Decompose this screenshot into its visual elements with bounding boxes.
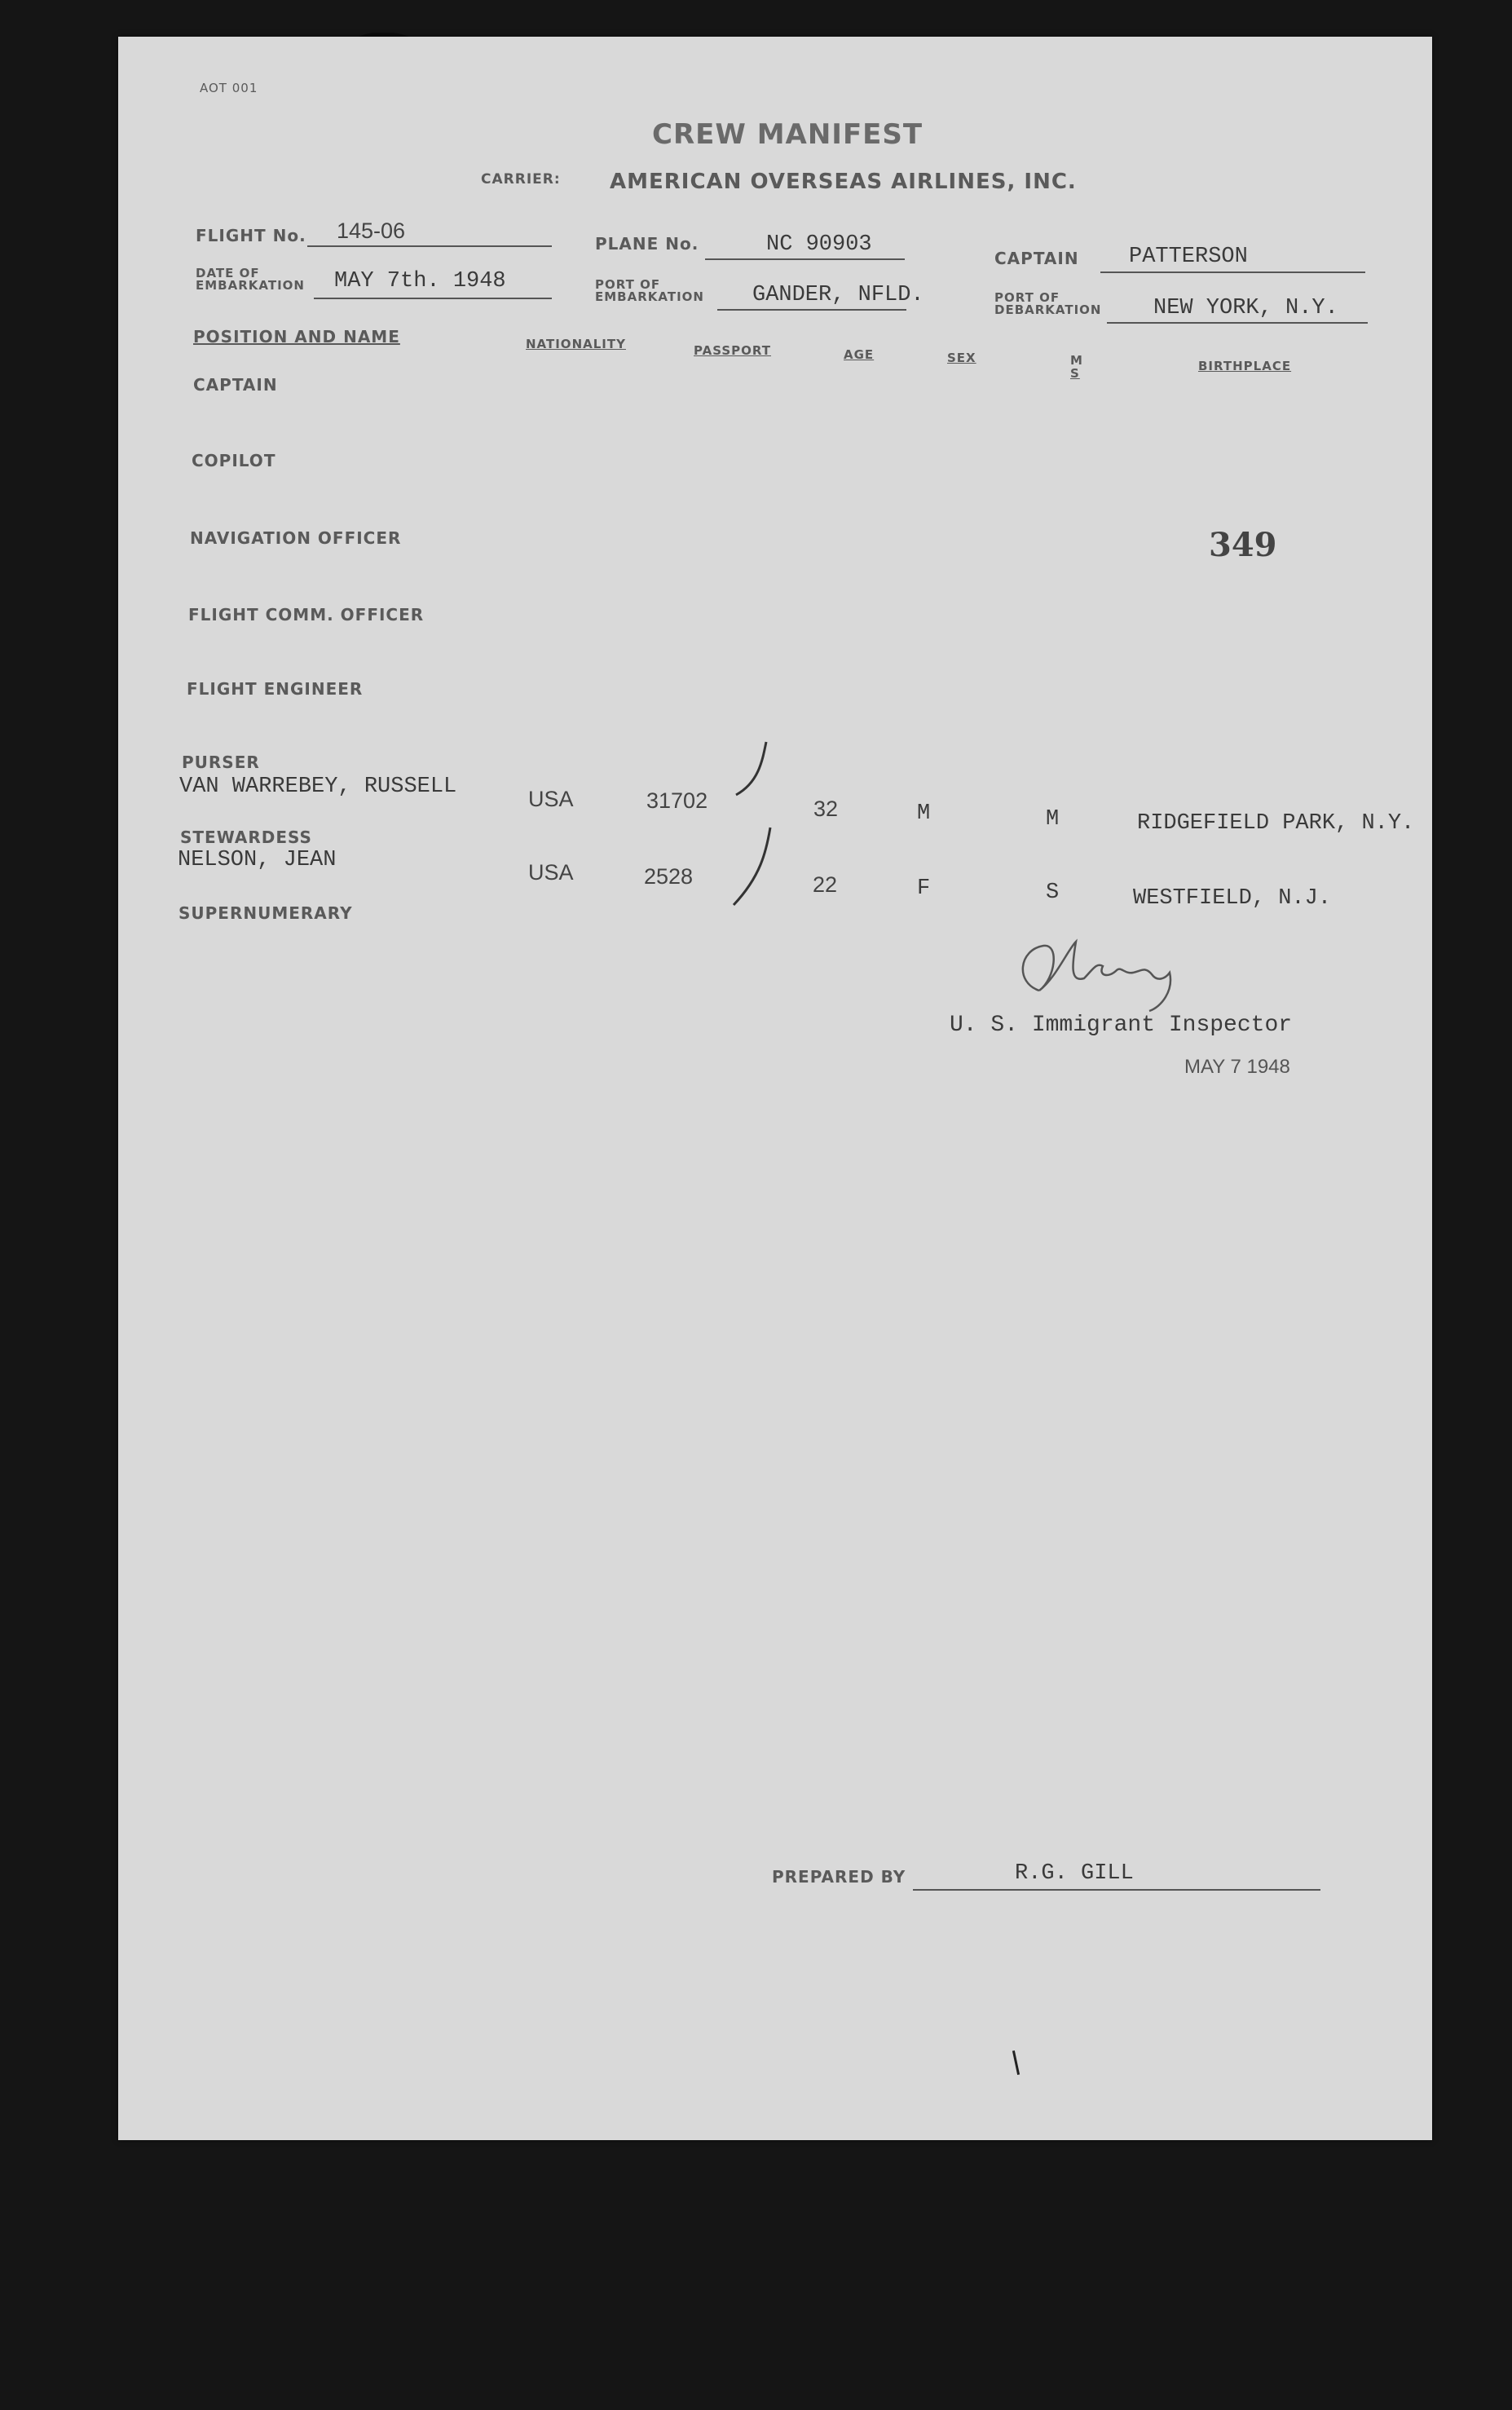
document-title: CREW MANIFEST	[652, 118, 924, 151]
flight-no-line	[307, 245, 552, 247]
plane-no-line	[705, 258, 905, 260]
carrier-value: AMERICAN OVERSEAS AIRLINES, INC.	[610, 170, 1077, 194]
inspector-stamp-date: MAY 7 1948	[1184, 1056, 1290, 1078]
captain-line	[1100, 271, 1365, 273]
port-debark-label-bottom: DEBARKATION	[994, 302, 1102, 317]
crew-sex: F	[917, 876, 931, 901]
prepared-by-value: R.G. GILL	[1015, 1861, 1134, 1886]
stray-mark	[1012, 2050, 1020, 2075]
port-embark-line	[717, 309, 906, 311]
port-debark-line	[1107, 322, 1368, 324]
port-embark-label-bottom: EMBARKATION	[595, 289, 704, 304]
crew-birthplace: WESTFIELD, N.J.	[1133, 886, 1332, 911]
crew-marital: S	[1046, 881, 1060, 905]
position-purser: PURSER	[182, 753, 260, 772]
col-position-and-name: POSITION AND NAME	[193, 327, 400, 346]
col-ms-bottom: S	[1070, 366, 1080, 381]
crew-name: NELSON, JEAN	[178, 848, 337, 872]
col-birthplace: BIRTHPLACE	[1198, 359, 1292, 373]
position-flight-engineer: FLIGHT ENGINEER	[187, 679, 364, 699]
crew-age: 32	[813, 797, 839, 821]
date-label-bottom: EMBARKATION	[196, 278, 305, 293]
col-ms-top: M	[1070, 353, 1083, 368]
port-debark-label-top: PORT OF	[994, 290, 1060, 305]
form-code: AOT 001	[200, 81, 258, 95]
position-captain: CAPTAIN	[193, 375, 278, 395]
crew-nationality: USA	[528, 860, 574, 885]
plane-no-value: NC 90903	[766, 232, 872, 257]
crew-age: 22	[813, 872, 838, 897]
prepared-by-label: PREPARED BY	[772, 1867, 906, 1887]
flight-no-label: FLIGHT No.	[196, 226, 306, 245]
date-value: MAY 7th. 1948	[334, 269, 506, 294]
position-copilot: COPILOT	[192, 451, 276, 470]
crew-passport: 31702	[646, 788, 708, 813]
crew-birthplace: RIDGEFIELD PARK, N.Y.	[1137, 811, 1415, 836]
inspector-signature	[1007, 934, 1219, 1023]
position-flight-comm-officer: FLIGHT COMM. OFFICER	[188, 605, 425, 625]
check-marks	[721, 738, 795, 917]
col-nationality: NATIONALITY	[526, 337, 626, 351]
port-embark-value: GANDER, NFLD.	[752, 283, 924, 307]
manifest-sheet	[118, 37, 1432, 2140]
page-number: 349	[1209, 526, 1277, 564]
crew-nationality: USA	[528, 787, 574, 811]
inspector-title: U. S. Immigrant Inspector	[950, 1013, 1293, 1038]
prepared-by-line	[913, 1889, 1320, 1891]
plane-no-label: PLANE No.	[595, 234, 699, 254]
captain-value: PATTERSON	[1129, 245, 1248, 269]
flight-no-value: 145-06	[337, 218, 406, 243]
col-age: AGE	[844, 347, 875, 362]
position-supernumerary: SUPERNUMERARY	[179, 903, 353, 923]
carrier-label: CARRIER:	[481, 171, 561, 188]
crew-sex: M	[917, 801, 931, 826]
date-label-top: DATE OF	[196, 266, 260, 280]
col-sex: SEX	[947, 351, 976, 365]
captain-label: CAPTAIN	[994, 249, 1079, 268]
position-stewardess: STEWARDESS	[180, 828, 312, 847]
col-passport: PASSPORT	[694, 343, 772, 358]
crew-marital: M	[1046, 807, 1060, 832]
position-navigation-officer: NAVIGATION OFFICER	[190, 528, 402, 548]
port-debark-value: NEW YORK, N.Y.	[1153, 296, 1338, 320]
crew-passport: 2528	[644, 864, 694, 889]
port-embark-label-top: PORT OF	[595, 277, 661, 292]
date-line	[314, 298, 552, 299]
crew-name: VAN WARREBEY, RUSSELL	[179, 775, 457, 799]
